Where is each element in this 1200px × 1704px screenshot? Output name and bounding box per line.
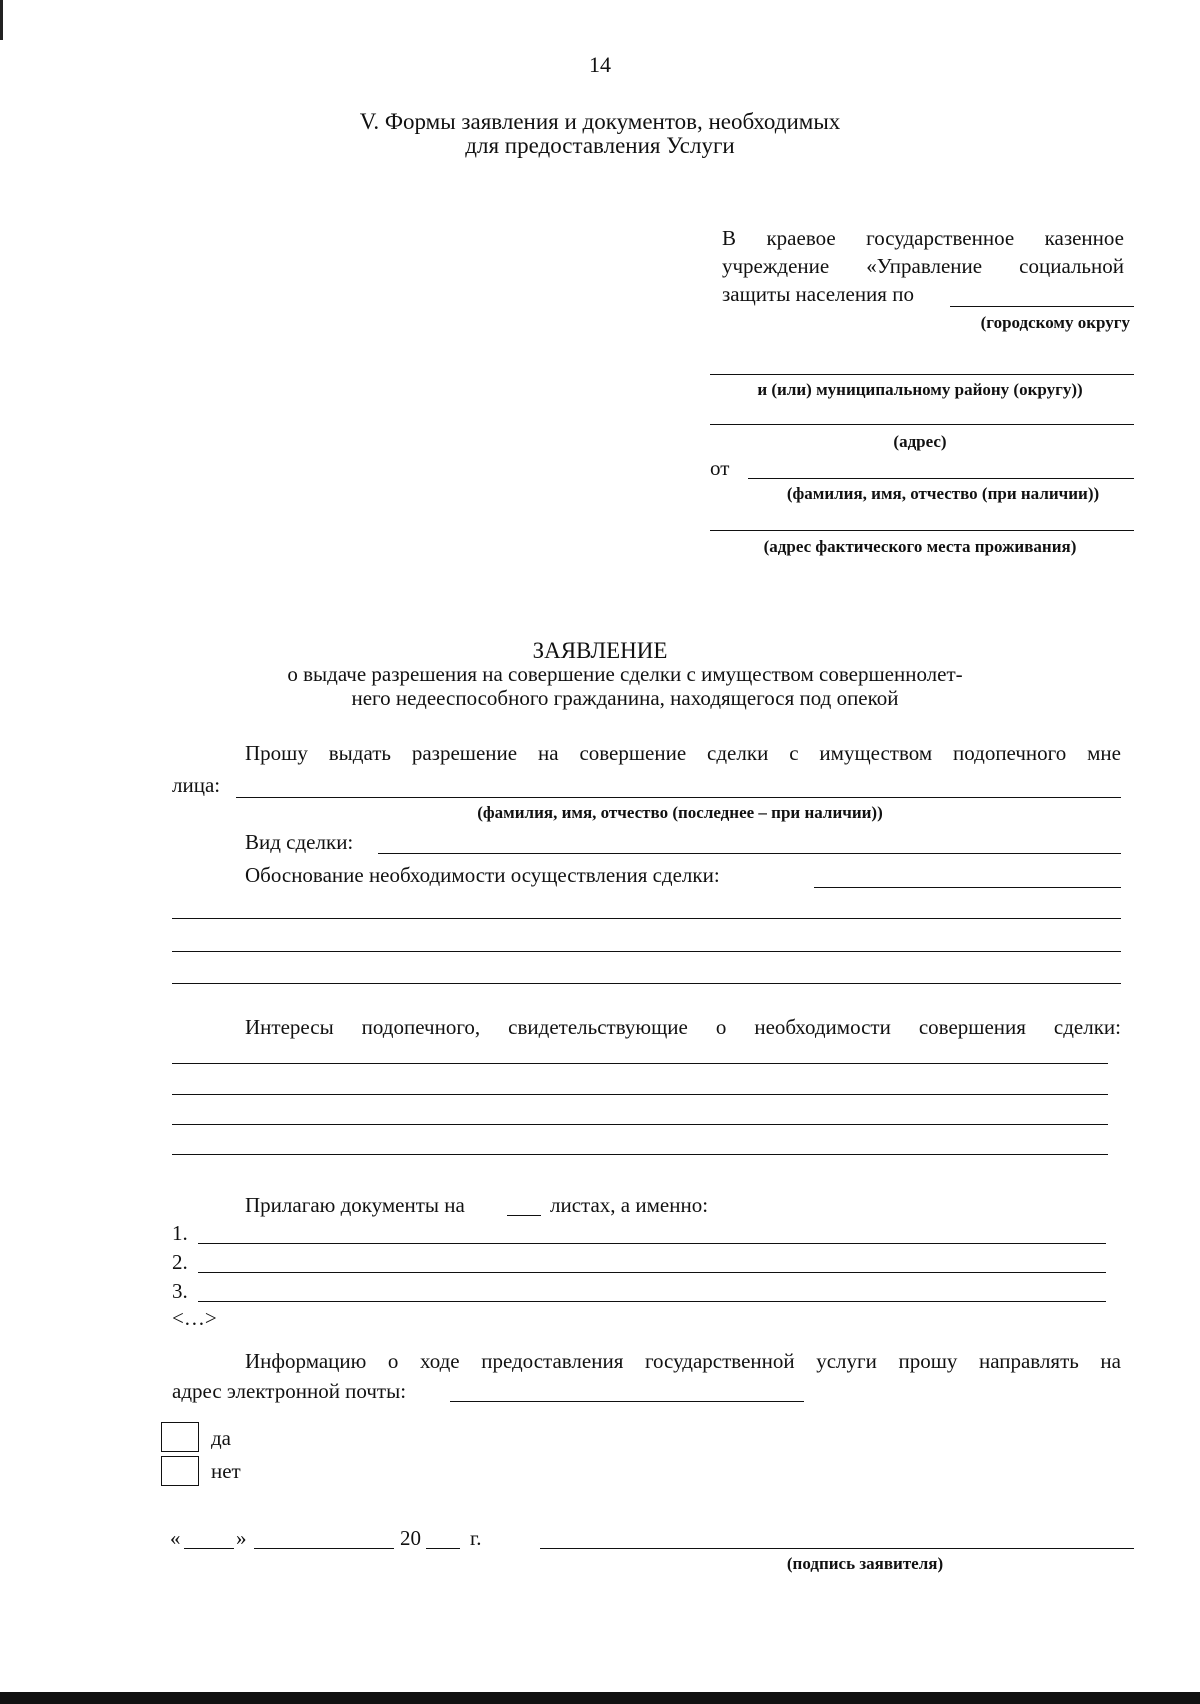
- attachment-number-2: 2.: [172, 1250, 188, 1274]
- option-no-checkbox[interactable]: [161, 1456, 199, 1486]
- date-year-field[interactable]: [426, 1548, 460, 1549]
- justification-line-2[interactable]: [172, 918, 1121, 919]
- date-year-prefix: 20: [400, 1526, 421, 1550]
- addressee-line1: В краевое государственное казенное: [722, 226, 1124, 250]
- hint-address: (адрес): [893, 432, 947, 451]
- info-line1: Информацию о ходе предоставления государственной услуги прошу направлять на: [245, 1349, 1121, 1373]
- attach-prefix: Прилагаю документы на: [245, 1193, 465, 1217]
- section-heading-line1: V. Формы заявления и документов, необходимых: [359, 109, 841, 134]
- justification-line-4[interactable]: [172, 983, 1121, 984]
- attachment-ellipsis: <…>: [172, 1306, 217, 1330]
- attach-suffix: листах, а именно:: [550, 1193, 709, 1217]
- attachment-field-1[interactable]: [198, 1243, 1106, 1244]
- justification-line-3[interactable]: [172, 951, 1121, 952]
- hint-residence: (адрес фактического места проживания): [763, 537, 1077, 556]
- applicant-fio-field[interactable]: [748, 478, 1134, 479]
- request-line1: Прошу выдать разрешение на совершение сделки с имуществом подопечного мне: [245, 741, 1121, 765]
- sheet-count-field[interactable]: [507, 1215, 541, 1216]
- section-heading: [250, 110, 950, 158]
- from-label: от: [710, 456, 730, 480]
- attachment-field-2[interactable]: [198, 1272, 1106, 1273]
- section-heading-line2: для предоставления Услуги: [465, 133, 735, 158]
- interests-line-4[interactable]: [172, 1154, 1108, 1155]
- document-title: ЗАЯВЛЕНИЕ: [532, 638, 668, 663]
- date-year-suffix: г.: [470, 1526, 482, 1550]
- district-field[interactable]: [950, 306, 1134, 307]
- hint-fio: (фамилия, имя, отчество (при наличии)): [786, 484, 1100, 503]
- document-subtitle: [200, 662, 1050, 710]
- justification-field[interactable]: [814, 887, 1121, 888]
- attachment-field-3[interactable]: [198, 1301, 1106, 1302]
- scan-edge-bottom: [0, 1692, 1200, 1704]
- subtitle-line1: о выдаче разрешения на совершение сделки с имуществом совершеннолет-: [287, 662, 963, 686]
- address-field[interactable]: [710, 424, 1134, 425]
- option-no-label: нет: [211, 1459, 241, 1483]
- email-field[interactable]: [450, 1401, 804, 1402]
- hint-municipal: и (или) муниципальному району (округу)): [757, 380, 1083, 399]
- signature-field[interactable]: [540, 1548, 1134, 1549]
- info-line2: адрес электронной почты:: [172, 1379, 407, 1403]
- attachment-number-1: 1.: [172, 1221, 188, 1245]
- addressee-line3: защиты населения по: [722, 282, 914, 306]
- date-quote-open: «: [170, 1526, 181, 1550]
- municipal-field[interactable]: [710, 374, 1134, 375]
- page-number: 14: [589, 52, 611, 77]
- date-quote-close: »: [236, 1526, 247, 1550]
- scan-edge-left: [0, 0, 3, 40]
- attachment-number-3: 3.: [172, 1279, 188, 1303]
- signature-hint: (подпись заявителя): [786, 1554, 944, 1573]
- residence-field[interactable]: [710, 530, 1134, 531]
- ward-fio-field[interactable]: [236, 797, 1121, 798]
- date-day-field[interactable]: [184, 1548, 234, 1549]
- interests-line-2[interactable]: [172, 1094, 1108, 1095]
- deal-type-field[interactable]: [378, 853, 1121, 854]
- request-line2: лица:: [172, 773, 221, 797]
- date-month-field[interactable]: [254, 1548, 394, 1549]
- option-yes-checkbox[interactable]: [161, 1422, 199, 1452]
- justification-label: Обоснование необходимости осуществления сделки:: [245, 863, 720, 887]
- interests-line-3[interactable]: [172, 1124, 1108, 1125]
- hint-ward-fio: (фамилия, имя, отчество (последнее – при наличии)): [477, 803, 883, 822]
- addressee-line2: учреждение «Управление социальной: [722, 254, 1124, 278]
- subtitle-line2: него недееспособного гражданина, находящегося под опекой: [351, 686, 899, 710]
- interests-label: Интересы подопечного, свидетельствующие о необходимости совершения сделки:: [245, 1015, 1121, 1039]
- hint-district: (городскому округу: [980, 313, 1130, 332]
- option-yes-label: да: [211, 1426, 232, 1450]
- interests-line-1[interactable]: [172, 1063, 1108, 1064]
- deal-type-label: Вид сделки:: [245, 830, 354, 854]
